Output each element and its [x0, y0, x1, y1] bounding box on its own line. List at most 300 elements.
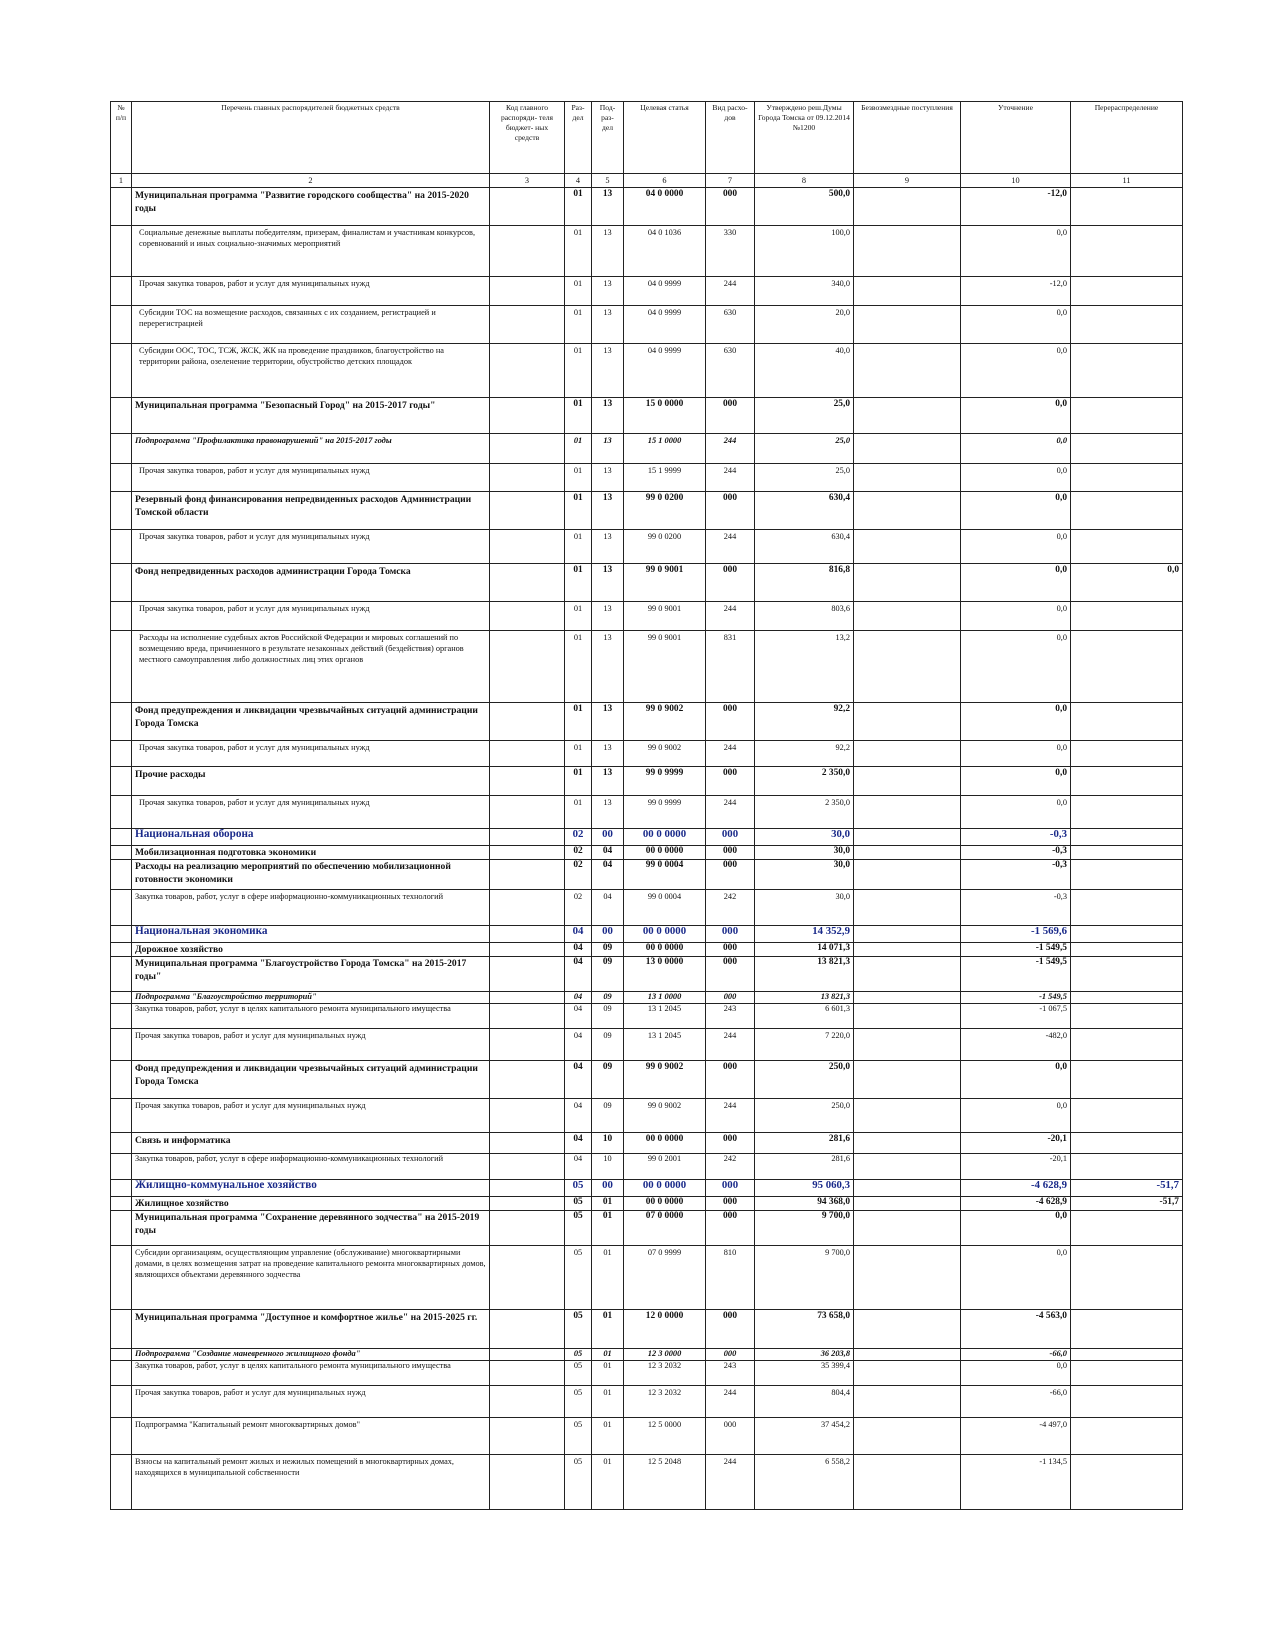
- podrazdel-cell: 09: [592, 992, 624, 1004]
- podrazdel-cell: 13: [592, 564, 624, 602]
- grbs-code-cell: [490, 398, 565, 434]
- item-name: Прочая закупка товаров, работ и услуг для муниципальных нужд: [132, 464, 490, 492]
- approved-cell: 13,2: [755, 631, 854, 703]
- grbs-code-cell: [490, 1211, 565, 1246]
- refinement-cell: -0,3: [961, 890, 1071, 926]
- expense-type-cell: 000: [706, 1180, 755, 1197]
- index-cell: [111, 943, 132, 957]
- redistribution-cell: [1071, 631, 1183, 703]
- approved-cell: 2 350,0: [755, 796, 854, 829]
- expense-type-cell: 000: [706, 1349, 755, 1361]
- grants-cell: [854, 1211, 961, 1246]
- index-cell: [111, 226, 132, 277]
- target-article-cell: 99 0 0200: [624, 530, 706, 564]
- podrazdel-cell: 09: [592, 957, 624, 992]
- target-article-cell: 04 0 9999: [624, 344, 706, 398]
- razdel-cell: 02: [565, 829, 592, 846]
- expense-type-cell: 000: [706, 860, 755, 890]
- grbs-code-cell: [490, 277, 565, 306]
- item-name: Прочая закупка товаров, работ и услуг для муниципальных нужд: [132, 1099, 490, 1133]
- redistribution-cell: [1071, 1061, 1183, 1099]
- grbs-code-cell: [490, 188, 565, 226]
- table-row: [111, 602, 1183, 631]
- expense-type-cell: 000: [706, 926, 755, 943]
- grbs-code-cell: [490, 306, 565, 344]
- item-name: Муниципальная программа "Безопасный Город" на 2015-2017 годы": [132, 398, 490, 434]
- index-cell: [111, 1197, 132, 1211]
- podrazdel-cell: 13: [592, 767, 624, 796]
- index-cell: [111, 890, 132, 926]
- razdel-cell: 05: [565, 1455, 592, 1510]
- approved-cell: 100,0: [755, 226, 854, 277]
- redistribution-cell: 0,0: [1071, 564, 1183, 602]
- refinement-cell: -1 549,5: [961, 957, 1071, 992]
- target-article-cell: 04 0 1036: [624, 226, 706, 277]
- item-name: Расходы на реализацию мероприятий по обеспечению мобилизационной готовности экономики: [132, 860, 490, 890]
- razdel-cell: 04: [565, 1133, 592, 1154]
- item-name: Расходы на исполнение судебных актов Российской Федерации и мировых соглашений по возмещению вреда, причиненного в результате незаконных действий (бездействия) органов местного самоуправления либо должностных лиц этих органов: [132, 631, 490, 703]
- grants-cell: [854, 796, 961, 829]
- target-article-cell: 15 1 9999: [624, 464, 706, 492]
- expense-type-cell: 242: [706, 1154, 755, 1180]
- target-article-cell: 99 0 9002: [624, 741, 706, 767]
- podrazdel-cell: 13: [592, 796, 624, 829]
- table-row: [111, 926, 1183, 943]
- item-name: Закупка товаров, работ, услуг в целях капитального ремонта муниципального имущества: [132, 1004, 490, 1029]
- index-cell: [111, 277, 132, 306]
- razdel-cell: 05: [565, 1180, 592, 1197]
- grbs-code-cell: [490, 1061, 565, 1099]
- item-name: Субсидии ТОС на возмещение расходов, связанных с их созданием, регистрацией и перерегистрацией: [132, 306, 490, 344]
- refinement-cell: -1 549,5: [961, 943, 1071, 957]
- refinement-cell: 0,0: [961, 398, 1071, 434]
- approved-cell: 95 060,3: [755, 1180, 854, 1197]
- approved-cell: 500,0: [755, 188, 854, 226]
- index-cell: [111, 846, 132, 860]
- grbs-code-cell: [490, 1154, 565, 1180]
- razdel-cell: 01: [565, 226, 592, 277]
- approved-cell: 630,4: [755, 530, 854, 564]
- index-cell: [111, 602, 132, 631]
- razdel-cell: 01: [565, 767, 592, 796]
- approved-cell: 630,4: [755, 492, 854, 530]
- item-name: Подпрограмма "Профилактика правонарушений" на 2015-2017 годы: [132, 434, 490, 464]
- grbs-code-cell: [490, 1349, 565, 1361]
- redistribution-cell: [1071, 1418, 1183, 1455]
- approved-cell: 25,0: [755, 434, 854, 464]
- grants-cell: [854, 846, 961, 860]
- index-cell: [111, 926, 132, 943]
- razdel-cell: 01: [565, 306, 592, 344]
- razdel-cell: 01: [565, 344, 592, 398]
- redistribution-cell: [1071, 1211, 1183, 1246]
- redistribution-cell: [1071, 943, 1183, 957]
- approved-cell: 9 700,0: [755, 1211, 854, 1246]
- index-cell: [111, 530, 132, 564]
- approved-cell: 35 399,4: [755, 1361, 854, 1386]
- index-cell: [111, 492, 132, 530]
- target-article-cell: 12 5 2048: [624, 1455, 706, 1510]
- grbs-code-cell: [490, 434, 565, 464]
- refinement-cell: -20,1: [961, 1154, 1071, 1180]
- podrazdel-cell: 01: [592, 1310, 624, 1349]
- column-number: 3: [490, 174, 565, 188]
- table-row: [111, 1197, 1183, 1211]
- column-number: 8: [755, 174, 854, 188]
- refinement-cell: -20,1: [961, 1133, 1071, 1154]
- target-article-cell: 12 5 0000: [624, 1418, 706, 1455]
- item-name: Закупка товаров, работ, услуг в сфере информационно-коммуникационных технологий: [132, 1154, 490, 1180]
- grbs-code-cell: [490, 1004, 565, 1029]
- podrazdel-cell: 13: [592, 464, 624, 492]
- index-cell: [111, 1211, 132, 1246]
- expense-type-cell: 630: [706, 306, 755, 344]
- target-article-cell: 15 0 0000: [624, 398, 706, 434]
- grants-cell: [854, 829, 961, 846]
- index-cell: [111, 1349, 132, 1361]
- podrazdel-cell: 13: [592, 631, 624, 703]
- item-name: Фонд предупреждения и ликвидации чрезвычайных ситуаций администрации Города Томска: [132, 703, 490, 741]
- item-name: Подпрограмма "Создание маневренного жилищного фонда": [132, 1349, 490, 1361]
- razdel-cell: 05: [565, 1310, 592, 1349]
- table-row: [111, 992, 1183, 1004]
- target-article-cell: 13 0 0000: [624, 957, 706, 992]
- table-row: [111, 464, 1183, 492]
- target-article-cell: 99 0 9002: [624, 703, 706, 741]
- razdel-cell: 04: [565, 992, 592, 1004]
- target-article-cell: 12 3 0000: [624, 1349, 706, 1361]
- refinement-cell: -0,3: [961, 860, 1071, 890]
- podrazdel-cell: 13: [592, 434, 624, 464]
- item-name: Фонд непредвиденных расходов администрации Города Томска: [132, 564, 490, 602]
- item-name: Муниципальная программа "Благоустройство Города Томска" на 2015-2017 годы": [132, 957, 490, 992]
- column-number: 1: [111, 174, 132, 188]
- item-name: Взносы на капитальный ремонт жилых и нежилых помещений в многоквартирных домах, находящихся в муниципальной собственности: [132, 1455, 490, 1510]
- grants-cell: [854, 434, 961, 464]
- grants-cell: [854, 188, 961, 226]
- index-cell: [111, 434, 132, 464]
- grbs-code-cell: [490, 1246, 565, 1310]
- refinement-cell: 0,0: [961, 796, 1071, 829]
- grants-cell: [854, 306, 961, 344]
- podrazdel-cell: 10: [592, 1133, 624, 1154]
- redistribution-cell: [1071, 434, 1183, 464]
- redistribution-cell: [1071, 1361, 1183, 1386]
- approved-cell: 7 220,0: [755, 1029, 854, 1061]
- razdel-cell: 04: [565, 1099, 592, 1133]
- budget-table: [110, 101, 1183, 1510]
- grants-cell: [854, 1310, 961, 1349]
- index-cell: [111, 188, 132, 226]
- refinement-cell: -4 628,9: [961, 1180, 1071, 1197]
- refinement-cell: 0,0: [961, 434, 1071, 464]
- target-article-cell: 12 3 2032: [624, 1361, 706, 1386]
- grants-cell: [854, 957, 961, 992]
- grants-cell: [854, 1029, 961, 1061]
- refinement-cell: -4 563,0: [961, 1310, 1071, 1349]
- razdel-cell: 05: [565, 1386, 592, 1418]
- approved-cell: 2 350,0: [755, 767, 854, 796]
- table-row: [111, 1061, 1183, 1099]
- grants-cell: [854, 464, 961, 492]
- refinement-cell: 0,0: [961, 306, 1071, 344]
- approved-cell: 13 821,3: [755, 957, 854, 992]
- grants-cell: [854, 1455, 961, 1510]
- podrazdel-cell: 13: [592, 492, 624, 530]
- grants-cell: [854, 992, 961, 1004]
- redistribution-cell: [1071, 741, 1183, 767]
- expense-type-cell: 000: [706, 1133, 755, 1154]
- grbs-code-cell: [490, 1455, 565, 1510]
- expense-type-cell: 810: [706, 1246, 755, 1310]
- redistribution-cell: [1071, 464, 1183, 492]
- expense-type-cell: 000: [706, 564, 755, 602]
- table-row: [111, 306, 1183, 344]
- approved-cell: 13 821,3: [755, 992, 854, 1004]
- target-article-cell: 00 0 0000: [624, 829, 706, 846]
- redistribution-cell: [1071, 492, 1183, 530]
- table-body: [111, 188, 1183, 1510]
- header-refinement: Уточнение: [961, 102, 1071, 174]
- item-name: Подпрограмма "Капитальный ремонт многоквартирных домов": [132, 1418, 490, 1455]
- target-article-cell: 99 0 9001: [624, 564, 706, 602]
- grbs-code-cell: [490, 492, 565, 530]
- refinement-cell: 0,0: [961, 703, 1071, 741]
- header-expense-type: Вид расхо- дов: [706, 102, 755, 174]
- expense-type-cell: 000: [706, 943, 755, 957]
- grbs-code-cell: [490, 602, 565, 631]
- column-number: 11: [1071, 174, 1183, 188]
- grbs-code-cell: [490, 1197, 565, 1211]
- grants-cell: [854, 1099, 961, 1133]
- refinement-cell: 0,0: [961, 492, 1071, 530]
- grbs-code-cell: [490, 957, 565, 992]
- approved-cell: 281,6: [755, 1133, 854, 1154]
- target-article-cell: 07 0 0000: [624, 1211, 706, 1246]
- approved-cell: 250,0: [755, 1099, 854, 1133]
- redistribution-cell: [1071, 767, 1183, 796]
- expense-type-cell: 831: [706, 631, 755, 703]
- grbs-code-cell: [490, 1133, 565, 1154]
- expense-type-cell: 244: [706, 530, 755, 564]
- refinement-cell: -1 569,6: [961, 926, 1071, 943]
- expense-type-cell: 000: [706, 398, 755, 434]
- table-row: [111, 277, 1183, 306]
- refinement-cell: -12,0: [961, 277, 1071, 306]
- razdel-cell: 01: [565, 741, 592, 767]
- index-cell: [111, 1061, 132, 1099]
- approved-cell: 30,0: [755, 890, 854, 926]
- refinement-cell: -12,0: [961, 188, 1071, 226]
- grbs-code-cell: [490, 1099, 565, 1133]
- approved-cell: 6 558,2: [755, 1455, 854, 1510]
- podrazdel-cell: 09: [592, 1004, 624, 1029]
- table-row: [111, 188, 1183, 226]
- redistribution-cell: [1071, 1029, 1183, 1061]
- expense-type-cell: 244: [706, 434, 755, 464]
- grbs-code-cell: [490, 796, 565, 829]
- redistribution-cell: [1071, 860, 1183, 890]
- column-number: 10: [961, 174, 1071, 188]
- redistribution-cell: [1071, 1455, 1183, 1510]
- podrazdel-cell: 13: [592, 398, 624, 434]
- approved-cell: 340,0: [755, 277, 854, 306]
- grants-cell: [854, 277, 961, 306]
- podrazdel-cell: 01: [592, 1418, 624, 1455]
- razdel-cell: 01: [565, 602, 592, 631]
- redistribution-cell: [1071, 226, 1183, 277]
- table-row: [111, 398, 1183, 434]
- header-index: № п/п: [111, 102, 132, 174]
- index-cell: [111, 957, 132, 992]
- razdel-cell: 04: [565, 943, 592, 957]
- grbs-code-cell: [490, 564, 565, 602]
- grbs-code-cell: [490, 1180, 565, 1197]
- razdel-cell: 01: [565, 631, 592, 703]
- index-cell: [111, 1133, 132, 1154]
- redistribution-cell: [1071, 1386, 1183, 1418]
- razdel-cell: 05: [565, 1211, 592, 1246]
- grbs-code-cell: [490, 226, 565, 277]
- approved-cell: 281,6: [755, 1154, 854, 1180]
- expense-type-cell: 630: [706, 344, 755, 398]
- expense-type-cell: 000: [706, 1418, 755, 1455]
- table-row: [111, 796, 1183, 829]
- podrazdel-cell: 01: [592, 1211, 624, 1246]
- grbs-code-cell: [490, 767, 565, 796]
- approved-cell: 36 203,8: [755, 1349, 854, 1361]
- podrazdel-cell: 13: [592, 306, 624, 344]
- index-cell: [111, 306, 132, 344]
- target-article-cell: 13 1 2045: [624, 1029, 706, 1061]
- redistribution-cell: [1071, 398, 1183, 434]
- target-article-cell: 99 0 9002: [624, 1099, 706, 1133]
- column-number: 2: [132, 174, 490, 188]
- index-cell: [111, 741, 132, 767]
- item-name: Жилищно-коммунальное хозяйство: [132, 1180, 490, 1197]
- table-row: [111, 1386, 1183, 1418]
- item-name: Прочая закупка товаров, работ и услуг для муниципальных нужд: [132, 741, 490, 767]
- expense-type-cell: 244: [706, 1029, 755, 1061]
- table-row: [111, 1154, 1183, 1180]
- approved-cell: 803,6: [755, 602, 854, 631]
- grants-cell: [854, 1386, 961, 1418]
- grants-cell: [854, 860, 961, 890]
- razdel-cell: 02: [565, 890, 592, 926]
- column-number: 5: [592, 174, 624, 188]
- approved-cell: 25,0: [755, 464, 854, 492]
- redistribution-cell: [1071, 602, 1183, 631]
- podrazdel-cell: 01: [592, 1349, 624, 1361]
- refinement-cell: 0,0: [961, 344, 1071, 398]
- grbs-code-cell: [490, 846, 565, 860]
- razdel-cell: 01: [565, 434, 592, 464]
- refinement-cell: 0,0: [961, 530, 1071, 564]
- header-grants: Безвозмездные поступления: [854, 102, 961, 174]
- table-row: [111, 434, 1183, 464]
- index-cell: [111, 1154, 132, 1180]
- razdel-cell: 05: [565, 1418, 592, 1455]
- grants-cell: [854, 703, 961, 741]
- podrazdel-cell: 00: [592, 829, 624, 846]
- approved-cell: 14 071,3: [755, 943, 854, 957]
- redistribution-cell: -51,7: [1071, 1197, 1183, 1211]
- target-article-cell: 00 0 0000: [624, 1180, 706, 1197]
- grants-cell: [854, 492, 961, 530]
- podrazdel-cell: 13: [592, 344, 624, 398]
- razdel-cell: 04: [565, 926, 592, 943]
- razdel-cell: 04: [565, 1004, 592, 1029]
- grants-cell: [854, 631, 961, 703]
- table-row: [111, 957, 1183, 992]
- podrazdel-cell: 09: [592, 943, 624, 957]
- razdel-cell: 04: [565, 1154, 592, 1180]
- grants-cell: [854, 344, 961, 398]
- approved-cell: 92,2: [755, 703, 854, 741]
- index-cell: [111, 1455, 132, 1510]
- razdel-cell: 04: [565, 957, 592, 992]
- razdel-cell: 01: [565, 703, 592, 741]
- razdel-cell: 05: [565, 1197, 592, 1211]
- target-article-cell: 99 0 0004: [624, 860, 706, 890]
- redistribution-cell: [1071, 344, 1183, 398]
- grbs-code-cell: [490, 741, 565, 767]
- podrazdel-cell: 04: [592, 846, 624, 860]
- expense-type-cell: 000: [706, 1061, 755, 1099]
- expense-type-cell: 244: [706, 464, 755, 492]
- table-row: [111, 1246, 1183, 1310]
- redistribution-cell: [1071, 306, 1183, 344]
- refinement-cell: -4 628,9: [961, 1197, 1071, 1211]
- item-name: Подпрограмма "Благоустройство территорий": [132, 992, 490, 1004]
- podrazdel-cell: 13: [592, 530, 624, 564]
- item-name: Субсидии организациям, осуществляющим управление (обслуживание) многоквартирными домами, в целях возмещения затрат на проведение капитального ремонта многоквартирных домов, являющихся объектами деревянного зодчества: [132, 1246, 490, 1310]
- header-approved: Утверждено реш.Думы Города Томска от 09.12.2014 №1200: [755, 102, 854, 174]
- razdel-cell: 01: [565, 277, 592, 306]
- redistribution-cell: [1071, 188, 1183, 226]
- podrazdel-cell: 09: [592, 1061, 624, 1099]
- target-article-cell: 99 0 9001: [624, 602, 706, 631]
- target-article-cell: 99 0 9002: [624, 1061, 706, 1099]
- approved-cell: 9 700,0: [755, 1246, 854, 1310]
- refinement-cell: -1 549,5: [961, 992, 1071, 1004]
- approved-cell: 14 352,9: [755, 926, 854, 943]
- table-row: [111, 846, 1183, 860]
- target-article-cell: 13 1 2045: [624, 1004, 706, 1029]
- target-article-cell: 12 0 0000: [624, 1310, 706, 1349]
- razdel-cell: 01: [565, 564, 592, 602]
- grbs-code-cell: [490, 890, 565, 926]
- grants-cell: [854, 943, 961, 957]
- index-cell: [111, 1386, 132, 1418]
- index-cell: [111, 631, 132, 703]
- index-cell: [111, 860, 132, 890]
- podrazdel-cell: 01: [592, 1455, 624, 1510]
- approved-cell: 816,8: [755, 564, 854, 602]
- index-cell: [111, 1004, 132, 1029]
- approved-cell: 73 658,0: [755, 1310, 854, 1349]
- refinement-cell: -66,0: [961, 1349, 1071, 1361]
- item-name: Мобилизационная подготовка экономики: [132, 846, 490, 860]
- refinement-cell: -0,3: [961, 829, 1071, 846]
- item-name: Закупка товаров, работ, услуг в целях капитального ремонта муниципального имущества: [132, 1361, 490, 1386]
- razdel-cell: 01: [565, 188, 592, 226]
- index-cell: [111, 992, 132, 1004]
- item-name: Прочие расходы: [132, 767, 490, 796]
- item-name: Субсидии ООС, ТОС, ТСЖ, ЖСК, ЖК на проведение праздников, благоустройство на территории района, озеленение территории, обустройство детских площадок: [132, 344, 490, 398]
- grants-cell: [854, 1154, 961, 1180]
- table-row: [111, 829, 1183, 846]
